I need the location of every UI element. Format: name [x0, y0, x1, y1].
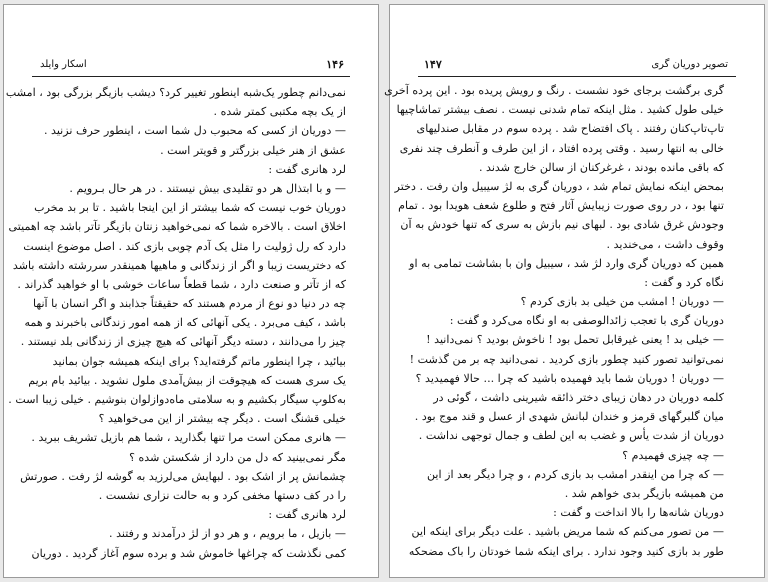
page-number: ۱۴۷ [424, 58, 442, 71]
left-page [3, 4, 379, 578]
text-line: دوریان خوب نیست که شما بیشتر از این اینجا باشید . تا بر بد مخرب [34, 201, 346, 215]
text-line: طور بد بازی کنید وجود ندارد . برای اینکه شما خودتان را باک مضحکه [408, 544, 724, 558]
text-line: — خیلی بد ! یعنی غیرقابل تحمل بود ! ناخوش بودید ؟ نمی‌دانید ! [426, 333, 724, 347]
text-line: — دوریان ! دوریان شما باید فهمیده باشید که چرا ... حالا فهمیدید ؟ [415, 371, 724, 385]
text-line: بمحض اینکه نمایش تمام شد ، دوریان گری به لژ سیبیل وان رفت . دختر [394, 179, 724, 193]
text-line: کلمه دوریان در دهان زیبای دختر ذائقه شیرینی داشت ، گوئی در [433, 391, 724, 404]
text-line: خالی به انتها رسید . وقتی پرده افتاد ، از این طرف و آنطرف چند نفری [399, 141, 724, 155]
text-line: از یک بچه مکتبی کمتر شده . [213, 105, 346, 119]
text-line: دارد که رل ژولیت را مثل یک آدم چوبی بازی کند . اصل موضوع اینست [23, 239, 346, 253]
text-line: به‌کلوپ سیگار بکشیم و به سلامتی ماه‌دوازلوان بنوشیم . خیلی زیبا است . [8, 393, 346, 406]
text-line: را در کف دستها مخفی کرد و به حالت نزاری نشست . [98, 488, 346, 502]
text-line: من همیشه بازیگر بدی خواهم شد . [564, 486, 724, 500]
running-title: تصویر دوریان گری [651, 59, 728, 70]
text-line: دوریان گری با تعجب زائدالوصفی به او نگاه می‌کرد و گفت : [449, 314, 724, 328]
page-header [418, 58, 736, 76]
text-line: تاپ‌تاپ‌کنان رفتند . پاک افتضاح شد . پرده سوم در مقابل صندلیهای [416, 122, 724, 136]
text-line: که دختریست زیبا و اگر از زندگانی و ماهیها همینقدر سررشته داشته باشد [12, 258, 346, 272]
text-line: اخلاق است . بالاخره شما که نمی‌خواهید زنتان بازیگر تآتر باشد چه اهمیتی [8, 220, 346, 234]
text-line: لرد هانری گفت : [268, 162, 346, 176]
text-line: میان گلبرگهای قرمز و خندان لبانش شهدی از عسل و قند موج بود . [414, 410, 724, 424]
text-line: که باقی مانده بودند ، غرغرکنان از سالن خارج شدند . [478, 160, 724, 174]
text-line: — دوریان ! امشب من خیلی بد بازی کردم ؟ [520, 295, 724, 309]
text-line: عشق از هنر خیلی بزرگتر و قویتر است . [160, 143, 346, 157]
text-line: مگر نمی‌بینید که دل من دارد از شکستن شده ؟ [129, 450, 346, 464]
text-line: — چه چیزی فهمیدم ؟ [622, 448, 724, 462]
text-line: تنها بود ، در روی صورت زیبایش آثار فتح و طلوع شعف هویدا بود . تمام [398, 199, 724, 213]
text-line: خیلی قشنگ است . دیگر چه بیشتر از این می‌خواهید ؟ [98, 412, 346, 426]
page-header [32, 58, 350, 76]
text-line: — که چرا من اینقدر امشب بد بازی کردم ، و چرا دیگر بعد از این [426, 467, 724, 481]
page-number: ۱۴۶ [326, 58, 344, 71]
right-page [384, 4, 765, 578]
text-line: بیائید ، چرا اینطور ماتم گرفته‌اید؟ برای اینکه همیشه جوان بمانید [52, 354, 346, 368]
text-line: — هانری ممکن است مرا تنها بگذارید ، شما هم بازیل تشریف ببرید . [31, 431, 346, 445]
text-line: که از تآتر و صنعت دارد ، شما قطعاً ساعات خوشی با او خواهید گذراند . [17, 277, 346, 291]
header-rule [32, 76, 350, 77]
text-line: چیز را می‌دانند ، دسته دیگر آنهائی که هیچ چیزی از زندگانی بلد نیستند . [20, 335, 346, 349]
text-line: وجودش غرق شادی بود . لبهای نیم بازش به سری که تنها خودش به آن [400, 218, 724, 232]
text-line: باشد ، کیف می‌برد . یکی آنهائی که از همه امور زندگانی باخبرند و همه [24, 316, 346, 330]
text-line: دوریان از شدت یأس و غضب به این لطف و جمال توجهی نداشت . [418, 429, 724, 443]
running-title: اسکار وایلد [40, 59, 87, 70]
text-line: — دوریان از کسی که محبوب دل شما است ، اینطور حرف نزنید . [43, 124, 346, 138]
text-line: نگاه کرد و گفت : [644, 275, 724, 289]
text-line: — بازیل ، ما برویم ، و هر دو از لژ درآمدند و رفتند . [109, 527, 346, 541]
text-line: دوریان شانه‌ها را بالا انداخت و گفت : [553, 506, 724, 520]
text-line: — من تصور می‌کنم که شما مریض باشید . علت دیگر برای اینکه این [411, 525, 724, 539]
header-rule [418, 76, 736, 77]
text-line: کمی نگذشت که چراغها خاموش شد و برده سوم آغاز گردید . دوریان [31, 546, 346, 560]
text-line: نمی‌توانید تصور کنید چطور بازی کردید . نمی‌دانید چه بر من گذشت ! [409, 352, 724, 366]
text-line: — و با ابتذال هر دو تقلیدی بیش نیستند . در هر حال بـرویم . [69, 181, 346, 195]
text-line: وقوف داشت ، می‌خندید . [606, 237, 724, 251]
text-line: چه در دنیا دو نوع از مردم هستند که حقیقتاً جذابند و اگر انسان با آنها [32, 297, 346, 311]
text-line: خیلی طول کشید . مثل اینکه تمام شدنی نیست . نصف بیشتر تماشاچیها [396, 103, 724, 117]
text-line: لرد هانری گفت : [268, 508, 346, 522]
page-body [384, 81, 724, 561]
text-line: چشمانش پر از اشک بود . لبهایش می‌لرزید به گوشه لژ رفت . صورتش [20, 469, 346, 483]
text-line: گری برگشت برجای خود نشست . رنگ و رویش پریده بود . این پرده آخری [384, 84, 724, 97]
text-line: نمی‌دانم چطور یک‌شبه اینطور تغییر کرد؟ دیشب بازیگر بزرگی بود ، امشب [5, 86, 346, 99]
text-line: یک سری هست که هیچوقت از بیش‌آمدی ملول نشوید . بیائید بام بریم [28, 373, 346, 387]
text-line: همین که دوریان گری وارد لژ شد ، سیبیل وان با بشاشت تمامی به او [409, 256, 724, 270]
page-body [5, 83, 346, 563]
